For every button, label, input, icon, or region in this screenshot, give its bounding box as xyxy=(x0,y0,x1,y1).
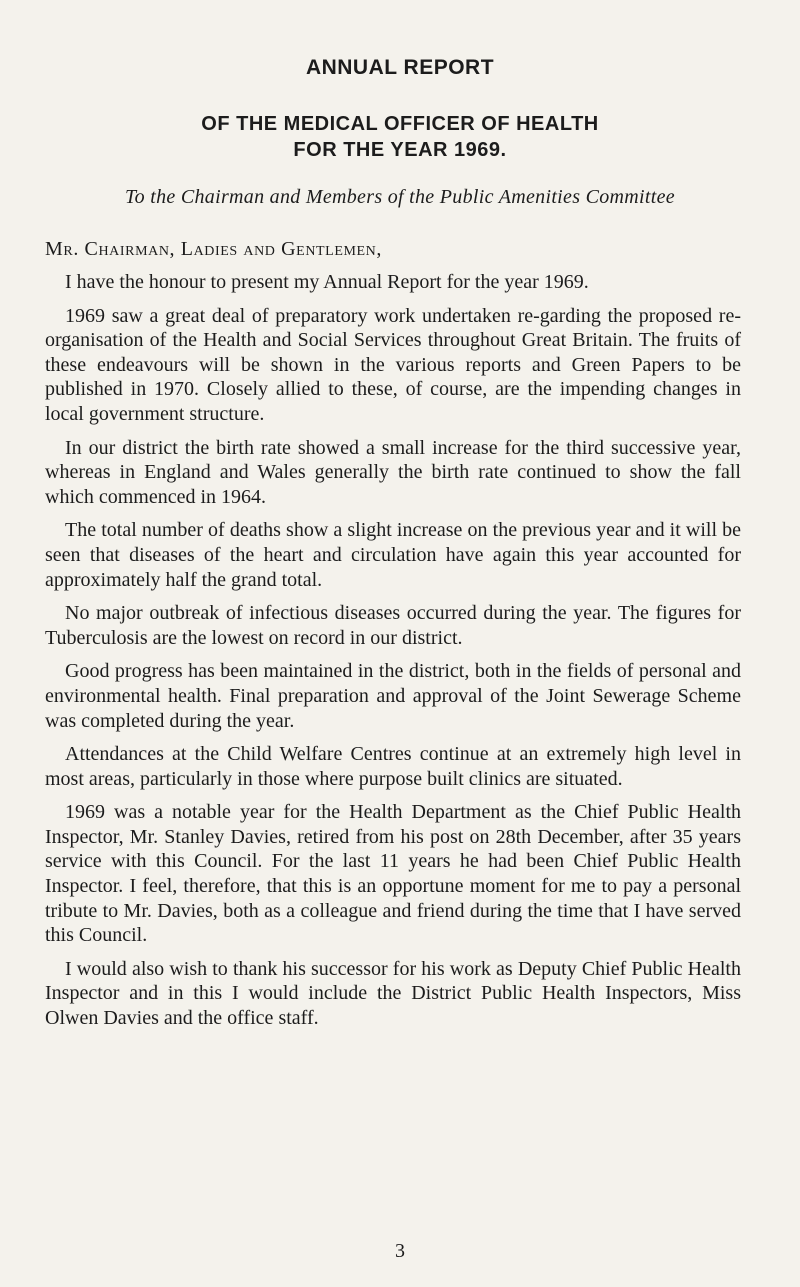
subtitle-text: OF THE MEDICAL OFFICER OF HEALTH FOR THE YEAR 1969. xyxy=(201,113,599,161)
page-number: 3 xyxy=(395,1240,405,1262)
paragraph: The total number of deaths show a slight increase on the previous year and it will be seen that diseases of the heart and circulation have again this year accounted for approximately half the grand total. xyxy=(45,519,741,591)
paragraph: 1969 was a notable year for the Health Department as the Chief Public Health Inspector, Mr. Stanley Davies, retired from his post on 28th December, after 35 years service with this Council. For the last 11 years he had been Chief Public Health Inspector. I feel, therefore, that this is an opportune moment for me to pay a personal tribute to Mr. Davies, both as a colleague and friend during the time that I have served this Council. xyxy=(45,801,741,947)
paragraph: Attendances at the Child Welfare Centres continue at an extremely high level in most areas, particularly in those where purpose built clinics are situated. xyxy=(45,743,741,790)
paragraph: I would also wish to thank his successor for his work as Deputy Chief Public Health Inspector and in this I would include the District Public Health Inspectors, Miss Olwen Davies and the office staff. xyxy=(45,957,741,1030)
paragraph: I have the honour to present my Annual Report for the year 1969. xyxy=(65,271,589,293)
paragraph: Good progress has been maintained in the district, both in the fields of personal and environmental health. Final preparation and approval of the Joint Sewerage Scheme was completed during the year. xyxy=(45,660,741,732)
paragraph: In our district the birth rate showed a small increase for the third successive year, whereas in England and Wales generally the birth rate continued to show the fall which commenced in 1964. xyxy=(45,436,741,508)
report-subtitle xyxy=(0,111,800,163)
paragraph: 1969 saw a great deal of preparatory work undertaken re-garding the proposed re-organisation of the Health and Social Services throughout Great Britain. The fruits of these endeavours will be shown in the various reports and Green Papers to be published in 1970. Closely allied to these, of course, are the impending changes in local government structure. xyxy=(45,304,741,425)
report-title: ANNUAL REPORT xyxy=(305,56,495,79)
paragraph: No major outbreak of infectious diseases occurred during the year. The figures for Tuberculosis are the lowest on record in our district. xyxy=(45,602,741,649)
salutation: Mr. Chairman, Ladies and Gentlemen, xyxy=(45,238,382,260)
addressee-line: To the Chairman and Members of the Public Amenities Committee xyxy=(125,186,675,208)
report-body xyxy=(45,270,741,1040)
